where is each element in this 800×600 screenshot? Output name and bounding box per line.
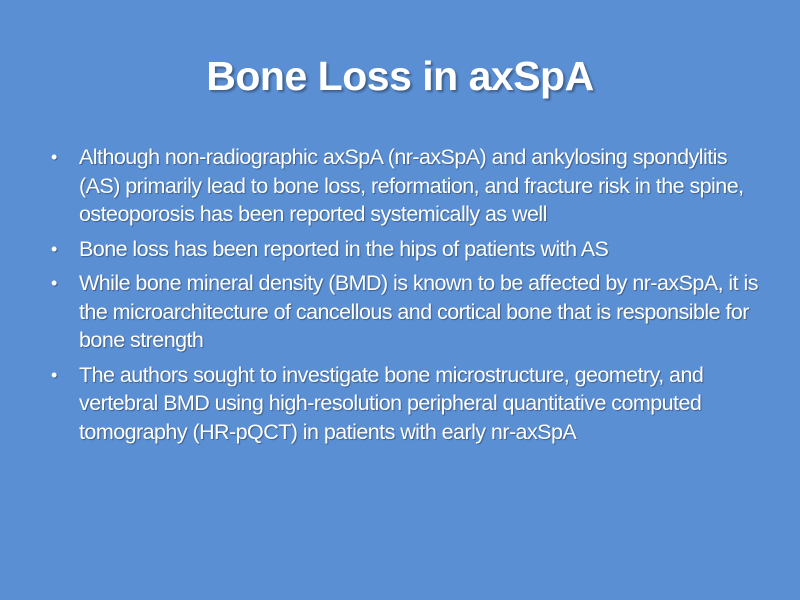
bullet-text: While bone mineral density (BMD) is known to be affected by nr-axSpA, it is the microarchitecture of cancellous and cortical bone that is responsible for bone strength bbox=[79, 271, 758, 352]
bullet-list bbox=[48, 143, 760, 452]
bullet-item bbox=[48, 143, 760, 229]
bullet-dot-icon: • bbox=[51, 238, 57, 259]
slide-title: Bone Loss in axSpA bbox=[206, 53, 594, 99]
bullet-dot-icon: • bbox=[51, 364, 57, 385]
bullet-item bbox=[48, 269, 760, 355]
bullet-item bbox=[48, 361, 760, 447]
bullet-item bbox=[48, 235, 760, 264]
bullet-text: Bone loss has been reported in the hips of patients with AS bbox=[79, 236, 609, 261]
bullet-text: Although non-radiographic axSpA (nr-axSpA) and ankylosing spondylitis (AS) primarily lead to bone loss, reformation, and fracture risk in the spine, osteoporosis has been reported systemically as well bbox=[79, 145, 744, 226]
bullet-dot-icon: • bbox=[51, 147, 57, 167]
bullet-text: The authors sought to investigate bone microstructure, geometry, and vertebral BMD using high-resolution peripheral quantitative computed tomography (HR-pQCT) in patients with early nr-axSpA bbox=[79, 362, 704, 444]
bullet-dot-icon: • bbox=[51, 273, 57, 293]
